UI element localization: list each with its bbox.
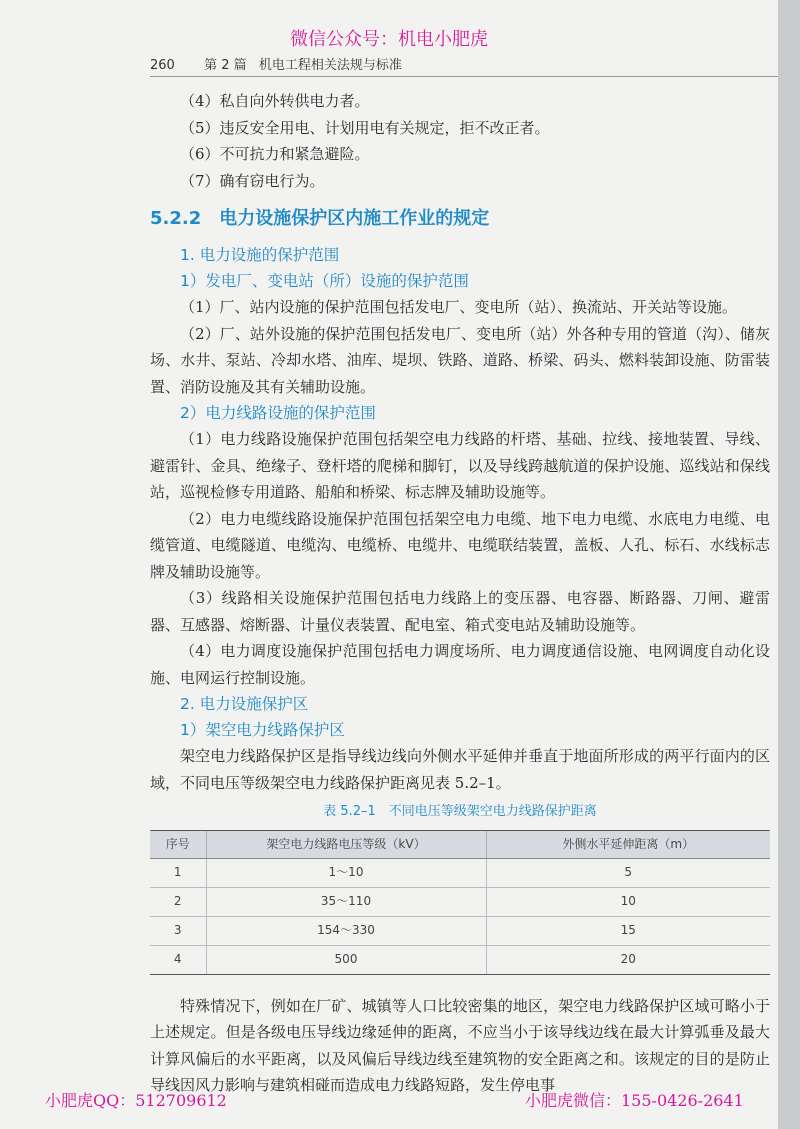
table-caption: 表 5.2–1 不同电压等级架空电力线路保护距离 [323, 804, 597, 819]
page-number: 260 [150, 58, 175, 73]
subsection-heading: 2. 电力设施保护区 [180, 695, 309, 713]
paragraph: （1）电力线路设施保护范围包括架空电力线路的杆塔、基础、拉线、接地装置、导线、避雷针、金具、绝缘子、登杆塔的爬梯和脚钉，以及导线跨越航道的保护设施、巡线站和保线站，巡视检修专用道路、船舶和桥梁、标志牌及辅助设施等。 [150, 430, 770, 501]
page-content [150, 88, 770, 1099]
table-row [150, 887, 770, 916]
table-header-cell: 架空电力线路电压等级（kV） [206, 831, 486, 859]
protection-distance-table [150, 830, 770, 975]
running-header [150, 54, 778, 73]
table-cell: 1 [150, 858, 206, 887]
table-row [150, 858, 770, 887]
watermark-qq: 小肥虎QQ：512709612 [45, 1091, 227, 1110]
table-cell: 2 [150, 887, 206, 916]
table-cell: 1～10 [206, 858, 486, 887]
paragraph: （2）电力电缆线路设施保护范围包括架空电力电缆、地下电力电缆、水底电力电缆、电缆管道、电缆隧道、电缆沟、电缆桥、电缆井、电缆联结装置，盖板、人孔、标石、水线标志牌及辅助设施等。 [150, 509, 770, 581]
table-row [150, 916, 770, 945]
table-cell: 4 [150, 945, 206, 974]
table-cell: 3 [150, 916, 206, 945]
subsection-heading: 1）发电厂、变电站（所）设施的保护范围 [180, 272, 469, 290]
table-cell: 5 [486, 858, 770, 887]
table-cell: 500 [206, 945, 486, 974]
header-title: 机电工程相关法规与标准 [258, 58, 402, 73]
table-cell: 10 [486, 887, 770, 916]
watermark-wechat: 小肥虎微信：155-0426-2641 [525, 1091, 744, 1110]
subsection-heading: 2）电力线路设施的保护范围 [180, 404, 376, 422]
section-number: 5.2.2 [150, 208, 202, 229]
table-cell: 15 [486, 916, 770, 945]
list-item: （4）私自向外转供电力者。 [180, 92, 370, 110]
table-header-cell: 序号 [150, 831, 206, 859]
table-row [150, 945, 770, 974]
watermark-top: 微信公众号：机电小肥虎 [290, 29, 488, 50]
paragraph: 特殊情况下，例如在厂矿、城镇等人口比较密集的地区，架空电力线路保护区域可略小于上述规定。但是各级电压导线边缘延伸的距离，不应当小于该导线边线在最大计算弧垂及最大计算风偏后的水平距离，以及风偏后导线边线至建筑物的安全距离之和。该规定的目的是防止导线因风力影响与建筑相碰而造成电力线路短路，发生停电事 [150, 996, 770, 1094]
table-header-cell: 外侧水平延伸距离（m） [486, 831, 770, 859]
paragraph: （3）线路相关设施保护范围包括电力线路上的变压器、电容器、断路器、刀闸、避雷器、互感器、熔断器、计量仪表装置、配电室、箱式变电站及辅助设施等。 [150, 589, 770, 634]
list-item: （5）违反安全用电、计划用电有关规定，拒不改正者。 [180, 118, 550, 137]
paragraph: （2）厂、站外设施的保护范围包括发电厂、变电所（站）外各种专用的管道（沟）、储灰场、水井、泵站、冷却水塔、油库、堤坝、铁路、道路、桥梁、码头、燃料装卸设施、防雷装置、消防设施及其有关辅助设施。 [150, 324, 770, 396]
list-item: （7）确有窃电行为。 [180, 171, 325, 190]
header-rule [150, 76, 778, 77]
subsection-heading: 1. 电力设施的保护范围 [180, 246, 340, 264]
table-cell: 20 [486, 945, 770, 974]
subsection-heading: 1）架空电力线路保护区 [180, 721, 345, 739]
table-header-row [150, 831, 770, 859]
section-title: 电力设施保护区内施工作业的规定 [219, 208, 490, 229]
part-label: 第 2 篇 [204, 58, 247, 73]
table-cell: 154～330 [206, 916, 486, 945]
paragraph: （1）厂、站内设施的保护范围包括发电厂、变电所（站）、换流站、开关站等设施。 [180, 298, 738, 316]
section-heading [150, 204, 770, 234]
paragraph: 架空电力线路保护区是指导线边线向外侧水平延伸并垂直于地面所形成的两平行面内的区域，不同电压等级架空电力线路保护距离见表 5.2–1。 [150, 747, 770, 792]
list-item: （6）不可抗力和紧急避险。 [180, 145, 370, 163]
scan-edge [778, 0, 800, 1129]
paragraph: （4）电力调度设施保护范围包括电力调度场所、电力调度通信设施、电网调度自动化设施、电网运行控制设施。 [150, 642, 770, 687]
table-cell: 35～110 [206, 887, 486, 916]
